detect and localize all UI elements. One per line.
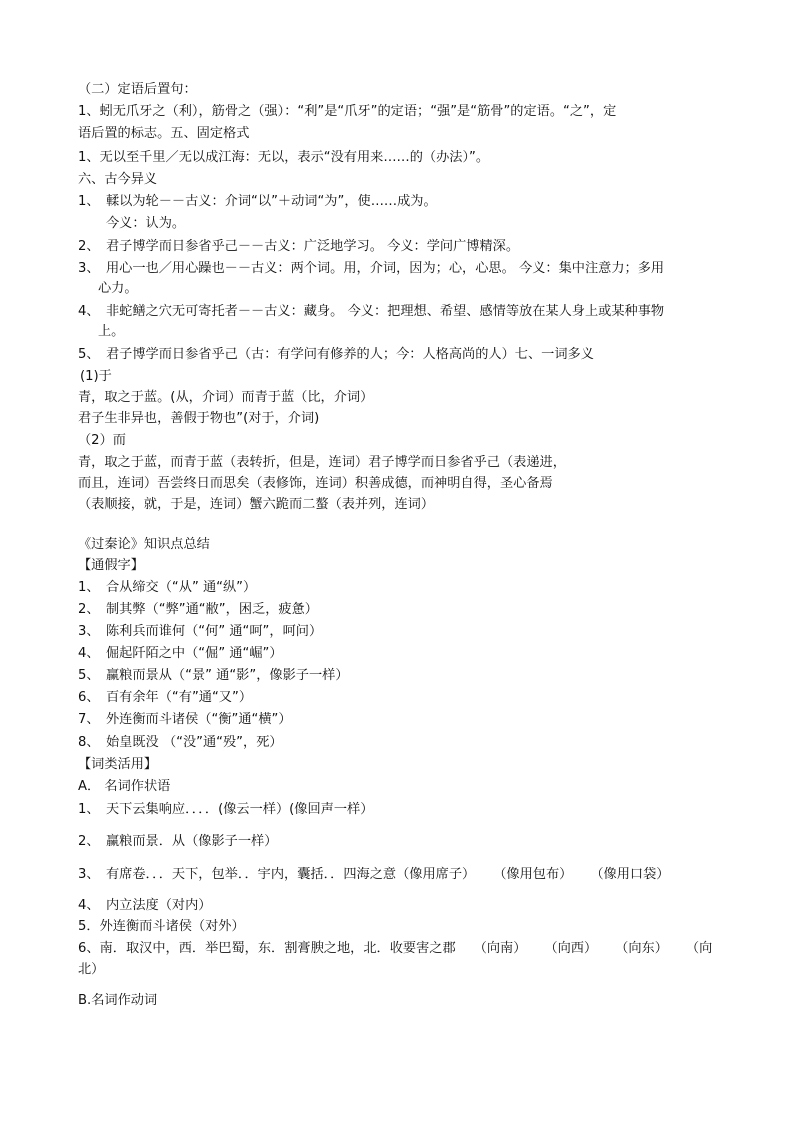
- item-text: （向东）: [615, 941, 668, 956]
- item-text: 輮以为轮－－古义：介词“以”＋动词“为”，使……成为。: [106, 194, 437, 209]
- list-item: [78, 623, 322, 640]
- item-text: 非蛇鳝之穴无可寄托者－－古义：藏身。 今义：把理想、希望、感情等放在某人身上或某种事物: [106, 304, 665, 319]
- list-item: [78, 711, 292, 728]
- list-item: [78, 897, 212, 914]
- item-number: 4、: [78, 898, 100, 913]
- list-item: [78, 193, 437, 210]
- paragraph-line: 青，取之于蓝。(从，介词）而青于蓝（比，介词）: [78, 390, 374, 405]
- paragraph-line: 君子生非异也，善假于物也”(对于，介词): [78, 411, 320, 426]
- paragraph-line: 5．外连衡而斗诸侯（对外）: [78, 919, 245, 934]
- paragraph-line: [78, 940, 712, 957]
- list-item: [78, 579, 256, 596]
- list-item: [78, 346, 594, 363]
- paragraph-line: 语后置的标志。五、固定格式: [78, 126, 250, 141]
- item-text: 6、南．取汉中，西．举巴蜀，东．割膏腴之地，北．收要害之郡: [78, 941, 456, 956]
- item-number: 5、: [78, 668, 100, 683]
- item-text: 制其弊（“弊”通“敝”，困乏，疲惫）: [106, 602, 318, 617]
- item-text: 外连衡而斗诸侯（“衡”通“横”）: [106, 712, 292, 727]
- item-text: 内立法度（对内）: [106, 898, 212, 913]
- paragraph-line: 1、无以至千里／无以成江海：无以，表示“没有用来……的（办法）”。: [78, 150, 490, 165]
- list-item: [78, 303, 664, 320]
- item-number: 2、: [78, 834, 100, 849]
- item-text: 赢粮而景从（“景” 通“影”，像影子一样）: [106, 668, 349, 683]
- list-item: [78, 601, 318, 618]
- item-text: （像用包布）: [493, 867, 573, 882]
- section-heading: 【词类活用】: [78, 757, 158, 772]
- item-text: （向西）: [544, 941, 598, 956]
- item-number: 1、: [78, 194, 100, 209]
- item-number: 1、: [78, 580, 100, 595]
- item-text: （向南）: [473, 941, 527, 956]
- item-number: 3、: [78, 624, 100, 639]
- list-item: [78, 645, 283, 662]
- item-number: 2、: [78, 239, 100, 254]
- item-number: 8、: [78, 735, 100, 750]
- list-item-continuation: 心力。: [98, 281, 138, 296]
- sub-heading: (1)于: [80, 369, 112, 384]
- section-heading: 【通假字】: [78, 558, 144, 573]
- item-text: 君子博学而日参省乎己－－古义：广泛地学习。 今义：学问广博精深。: [106, 239, 520, 254]
- item-number: 4、: [78, 646, 100, 661]
- paragraph-line: 而且，连词）吾尝终日而思矣（表修饰，连词）积善成德，而神明自得，圣心备焉: [78, 476, 553, 491]
- list-item: [78, 833, 277, 850]
- section-title: 《过秦论》知识点总结: [78, 537, 210, 552]
- paragraph-line: 北）: [78, 962, 105, 977]
- item-number: 3、: [78, 261, 100, 276]
- list-item: [78, 866, 669, 883]
- item-number: 5、: [78, 347, 100, 362]
- section-heading: 六、古今异义: [78, 172, 158, 187]
- paragraph-line: （表顺接，就，于是，连词）蟹六跪而二螯（表并列，连词）: [78, 497, 435, 512]
- paragraph-line: 青，取之于蓝，而青于蓝（表转折，但是，连词）君子博学而日参省乎己（表递进，: [78, 455, 566, 470]
- list-item: [78, 801, 373, 818]
- item-text: 用心一也／用心躁也－－古义：两个词。用，介词，因为；心，心思。 今义：集中注意力；多用: [106, 261, 665, 276]
- item-text: 始皇既没 （“没”通“殁”，死）: [106, 735, 283, 750]
- item-text: 倔起阡陌之中（“倔” 通“崛”）: [106, 646, 283, 661]
- paragraph-line: 1、蚓无爪牙之（利），筋骨之（强）：“利”是“爪牙”的定语；“强”是“筋骨”的定语。“之”，定: [78, 104, 617, 119]
- item-number: 2、: [78, 602, 100, 617]
- sub-heading: A． 名词作状语: [78, 779, 171, 794]
- sub-heading: （2）而: [78, 433, 126, 448]
- list-item: [78, 260, 664, 277]
- list-item: [78, 667, 349, 684]
- item-text: 合从缔交（“从” 通“纵”）: [106, 580, 257, 595]
- item-text: 陈利兵而谁何（“何” 通“呵”，呵问）: [106, 624, 323, 639]
- list-item: [78, 689, 252, 706]
- item-number: 1、: [78, 802, 100, 817]
- item-text: 赢粮而景．从（像影子一样）: [106, 834, 278, 849]
- section-heading: （二）定语后置句：: [78, 82, 197, 97]
- list-item-continuation: 今义：认为。: [106, 216, 186, 231]
- item-number: 4、: [78, 304, 100, 319]
- item-text: 有席卷．．．天下，包举．．宇内，囊括．．四海之意（像用席子）: [106, 867, 476, 882]
- item-number: 7、: [78, 712, 100, 727]
- list-item: [78, 734, 283, 751]
- sub-heading: B.名词作动词: [78, 993, 158, 1008]
- item-number: 3、: [78, 867, 100, 882]
- item-text: 百有余年（“有”通“又”）: [106, 690, 253, 705]
- item-text: （像用口袋）: [590, 867, 670, 882]
- item-number: 6、: [78, 690, 100, 705]
- item-text: 天下云集响应．．．．(像云一样）(像回声一样）: [106, 802, 374, 817]
- list-item-continuation: 上。: [98, 324, 125, 339]
- list-item: [78, 238, 519, 255]
- item-text: 君子博学而日参省乎己（古：有学问有修养的人；今：人格高尚的人）七、一词多义: [106, 347, 594, 362]
- item-text: （向: [685, 941, 713, 956]
